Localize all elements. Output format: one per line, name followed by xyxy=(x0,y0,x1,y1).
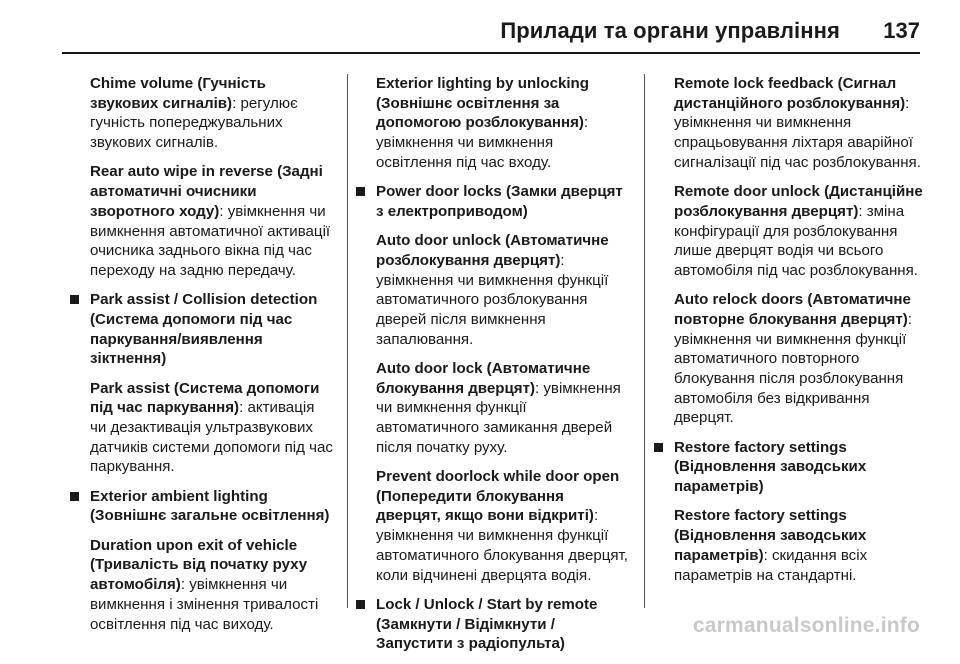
bullet-item xyxy=(376,182,630,221)
setting-description xyxy=(376,74,630,173)
page-header xyxy=(0,0,960,52)
bullet-square-icon xyxy=(356,187,365,196)
setting-text: : увімкнення чи вимкнення і змінення тривалості освітлення під час виходу. xyxy=(90,576,319,633)
setting-title: Lock / Unlock / Start by remote (Замкнути / Відімкнути / Запустити з радіопульта) xyxy=(376,595,598,653)
setting-title: Park assist / Collision detection (Система допомоги під час паркування/виявлення зіктнення) xyxy=(90,291,318,368)
setting-text: : регулює гучність попереджувальних звукових сигналів. xyxy=(90,94,298,152)
setting-description xyxy=(376,231,630,349)
setting-description xyxy=(376,467,630,585)
setting-title: Auto door lock (Автоматичне блокування дверцят) xyxy=(376,359,591,397)
bullet-item xyxy=(90,290,333,369)
setting-title: Prevent doorlock while door open (Попередити блокування дверцят, якщо вони відкриті) xyxy=(376,468,620,525)
page-number: 137 xyxy=(883,18,920,43)
setting-description xyxy=(674,74,930,173)
setting-title: Rear auto wipe in reverse (Задні автоматичні очисники зворотного ходу) xyxy=(90,163,323,220)
setting-title: Duration upon exit of vehicle (Тривалість від початку руху автомобіля) xyxy=(90,536,308,594)
setting-title: Restore factory settings (Відновлення заводських параметрів) xyxy=(674,507,867,564)
setting-title: Power door locks (Замки дверцят з електроприводом) xyxy=(376,183,623,220)
bullet-square-icon xyxy=(70,295,79,304)
setting-title: Exterior ambient lighting (Зовнішнє загальне освітлення) xyxy=(90,487,330,525)
setting-title: Exterior lighting by unlocking (Зовнішнє освітлення за допомогою розблокування) xyxy=(376,75,590,132)
setting-text: : активація чи дезактивація ультразвукових датчиків системи допомоги під час паркування. xyxy=(90,399,333,476)
setting-title: Remote door unlock (Дистанційне розблокування дверцят) xyxy=(674,183,923,220)
setting-title: Restore factory settings (Відновлення заводських параметрів) xyxy=(674,438,867,496)
text-column-1 xyxy=(90,74,333,644)
setting-text: : зміна конфігурації для розблокування лише дверцят водія чи всього автомобіля під час розблокування. xyxy=(674,202,918,279)
setting-text: : скидання всіх параметрів на стандартні. xyxy=(674,546,868,584)
bullet-square-icon xyxy=(70,492,79,501)
bullet-square-icon xyxy=(356,600,365,609)
bullet-item xyxy=(674,438,930,497)
setting-title: Chime volume (Гучність звукових сигналів) xyxy=(90,75,266,112)
setting-text: : увімкнення чи вимкнення спрацьовування ліхтаря аварійної сигналізації під час розблокування. xyxy=(674,94,921,171)
watermark: carmanualsonline.info xyxy=(692,614,920,637)
bullet-square-icon xyxy=(654,443,663,452)
setting-text: : увімкнення чи вимкнення автоматичної активації очисника заднього вікна під час переходу на задню передачу. xyxy=(90,202,331,279)
setting-description xyxy=(90,536,333,635)
setting-description xyxy=(674,506,930,585)
setting-description xyxy=(376,359,630,458)
setting-description xyxy=(90,379,333,478)
setting-title: Auto door unlock (Автоматичне розблокування дверцят) xyxy=(376,232,609,269)
setting-title: Remote lock feedback (Сигнал дистанційного розблокування) xyxy=(674,75,906,112)
setting-text: : увімкнення чи вимкнення функції автоматичного блокування дверцят, коли відчинені дверцята водія. xyxy=(376,507,628,584)
setting-description xyxy=(90,162,333,280)
setting-text: : увімкнення чи вимкнення функції автоматичного повторного блокування після розблокування автомобіля без відкривання дверцят. xyxy=(674,310,912,427)
text-column-3 xyxy=(674,74,930,595)
setting-description xyxy=(90,74,333,153)
setting-description xyxy=(674,290,930,428)
setting-description xyxy=(674,182,930,281)
bullet-item xyxy=(376,595,630,654)
page-title: Прилади та органи управління xyxy=(500,18,840,43)
column-divider xyxy=(347,74,348,608)
setting-title: Park assist (Система допомоги під час паркування) xyxy=(90,379,320,417)
header-rule xyxy=(62,52,920,54)
setting-title: Auto relock doors (Автоматичне повторне блокування дверцят) xyxy=(674,291,911,328)
setting-text: : увімкнення чи вимкнення функції автоматичного розблокування дверей після вимкнення запалювання. xyxy=(376,251,609,348)
bullet-item xyxy=(90,487,333,526)
setting-text: : увімкнення чи вимкнення освітлення під час входу. xyxy=(376,114,589,171)
text-column-2 xyxy=(376,74,630,664)
column-divider xyxy=(644,74,645,608)
setting-text: : увімкнення чи вимкнення функції автоматичного замикання дверей після початку руху. xyxy=(376,379,621,456)
